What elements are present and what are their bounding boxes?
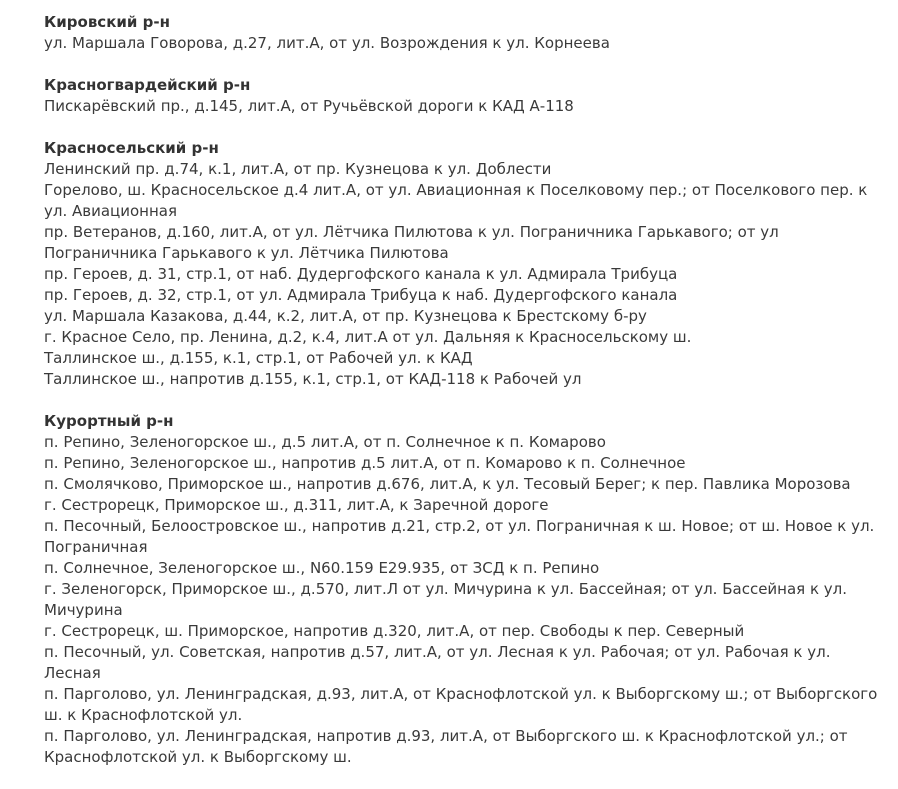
address-entry: пр. Героев, д. 31, стр.1, от наб. Дудергофского канала к ул. Адмирала Трибуца	[44, 265, 678, 283]
district-kirovsky	[44, 12, 884, 54]
address-entry: п. Солнечное, Зеленогорское ш., N60.159 E29.935, от ЗСД к п. Репино	[44, 559, 600, 577]
address-entry: п. Репино, Зеленогорское ш., напротив д.5 лит.А, от п. Комарово к п. Солнечное	[44, 454, 686, 472]
address-entry: г. Сестрорецк, Приморское ш., д.311, лит.А, к Заречной дороге	[44, 496, 549, 514]
address-entry: п. Песочный, ул. Советская, напротив д.57, лит.А, от ул. Лесная к ул. Рабочая; от ул. Рабочая к ул. Лесная	[44, 643, 831, 682]
address-entry: п. Репино, Зеленогорское ш., д.5 лит.А, от п. Солнечное к п. Комарово	[44, 433, 606, 451]
address-entry: ул. Маршала Говорова, д.27, лит.А, от ул. Возрождения к ул. Корнеева	[44, 34, 610, 52]
district-title: Красносельский р-н	[44, 139, 219, 157]
district-krasnogvardeisky	[44, 75, 884, 117]
address-entry: п. Парголово, ул. Ленинградская, напротив д.93, лит.А, от Выборгского ш. к Краснофлотской ул.; от Краснофлотской ул. к Выборгскому ш.	[44, 727, 848, 766]
address-entry: г. Красное Село, пр. Ленина, д.2, к.4, лит.А от ул. Дальняя к Красносельскому ш.	[44, 328, 692, 346]
address-entry: пр. Героев, д. 32, стр.1, от ул. Адмирала Трибуца к наб. Дудергофского канала	[44, 286, 678, 304]
address-entry: Таллинское ш., напротив д.155, к.1, стр.1, от КАД-118 к Рабочей ул	[44, 370, 582, 388]
address-entry: п. Песочный, Белоостровское ш., напротив д.21, стр.2, от ул. Пограничная к ш. Новое; от ш. Новое к ул. Пограничная	[44, 517, 875, 556]
address-entry: Горелово, ш. Красносельское д.4 лит.А, от ул. Авиационная к Поселковому пер.; от Поселкового пер. к ул. Авиационная	[44, 181, 868, 220]
address-entry: пр. Ветеранов, д.160, лит.А, от ул. Лётчика Пилютова к ул. Пограничника Гарькавого; от ул Пограничника Гарькавого к ул. Лётчика Пилютова	[44, 223, 779, 262]
district-address-list	[44, 12, 884, 789]
address-list	[44, 432, 884, 768]
address-list	[44, 96, 884, 117]
address-entry: Ленинский пр. д.74, к.1, лит.А, от пр. Кузнецова к ул. Доблести	[44, 160, 552, 178]
district-title: Красногвардейский р-н	[44, 76, 251, 94]
address-list	[44, 159, 884, 390]
district-krasnoselsky	[44, 138, 884, 390]
district-title: Курортный р-н	[44, 412, 174, 430]
address-entry: п. Смолячково, Приморское ш., напротив д.676, лит.А, к ул. Тесовый Берег; к пер. Павлика Морозова	[44, 475, 851, 493]
district-kurortny	[44, 411, 884, 768]
address-entry: г. Сестрорецк, ш. Приморское, напротив д.320, лит.А, от пер. Свободы к пер. Северный	[44, 622, 745, 640]
address-entry: ул. Маршала Казакова, д.44, к.2, лит.А, от пр. Кузнецова к Брестскому б-ру	[44, 307, 647, 325]
address-list	[44, 33, 884, 54]
address-entry: Таллинское ш., д.155, к.1, стр.1, от Рабочей ул. к КАД	[44, 349, 473, 367]
address-entry: п. Парголово, ул. Ленинградская, д.93, лит.А, от Краснофлотской ул. к Выборгскому ш.; от Выборгского ш. к Краснофлотской ул.	[44, 685, 878, 724]
district-title: Кировский р-н	[44, 13, 170, 31]
address-entry: г. Зеленогорск, Приморское ш., д.570, лит.Л от ул. Мичурина к ул. Бассейная; от ул. Бассейная к ул. Мичурина	[44, 580, 848, 619]
address-entry: Пискарёвский пр., д.145, лит.А, от Ручьёвской дороги к КАД А-118	[44, 97, 574, 115]
